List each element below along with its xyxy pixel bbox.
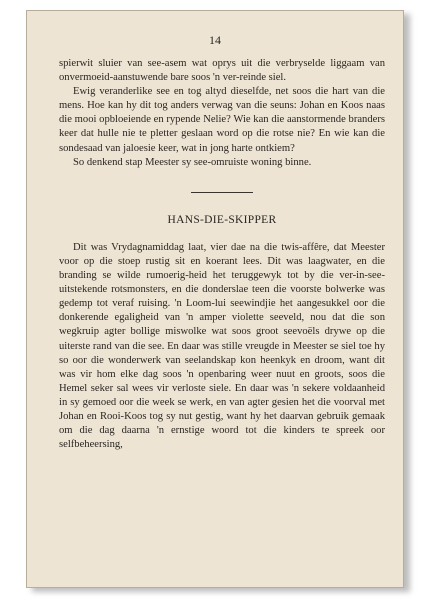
paragraph-4: Dit was Vrydagnamiddag laat, vier dae na die twis-affêre, dat Meester voor op die stoep rustig sit en koerant lees. Dit was laagwater, en die branding se wilde rumoerig-heid het teruggewyk tot by die ver-in-see-uitstekende rotsmonsters, en die donderslae teen die voorste bolwerke was gedemp tot veraf ruising. 'n Loom-lui seewindjie het aangesukkel oor die donkerende egaligheid van 'n amper violette seeveld, nou dat die son wegkruip agter bollige miswolke wat soos groot seevoëls drywe op die uiterste rand van die see. En daar was stille vreugde in Meester se siel toe hy so oor die wonderwerk van seelandskap kon heenkyk en droom, want dit was vir hom elke dag soos 'n openbaring weer nuut en groots, soos die Hemel seker sal wees vir verloste siele. En daar was 'n sekere voldaanheid in sy gemoed oor die week se werk, en van agter gesien het die voorval met Johan en Rooi-Koos tog sy nut gestig, want hy het daarvan gebruik gemaak om die dag daarna 'n ernstige woord tot die kinders te spreek oor selfbeheersing, (59, 241, 385, 451)
paragraph-3: So denkend stap Meester sy see-omruiste woning binne. (73, 156, 312, 168)
page-content (59, 57, 385, 452)
book-page (26, 10, 404, 588)
paragraph-1: spierwit sluier van see-asem wat oprys uit die verbryselde liggaam van onvermoeid-aanstuwende bare soos 'n ver-reinde siel. (59, 58, 385, 84)
section-divider (191, 192, 253, 193)
page-number: 14 (209, 33, 221, 47)
section-title: HANS-DIE-SKIPPER (167, 213, 277, 226)
paragraph-2: Ewig veranderlike see en tog altyd dieselfde, net soos die hart van die mens. Hoe kan hy dit tog anders verwag van die seuns: Johan en Koos naas die mooi opbloeiende en rypende Nelie? Wie kan die aanstormende branders keer dat hulle nie te pletter geslaan word op die rotse nie? En wie kan die sondesaad van jaloesie keer, wat in jong harte ontkiem? (59, 86, 385, 154)
